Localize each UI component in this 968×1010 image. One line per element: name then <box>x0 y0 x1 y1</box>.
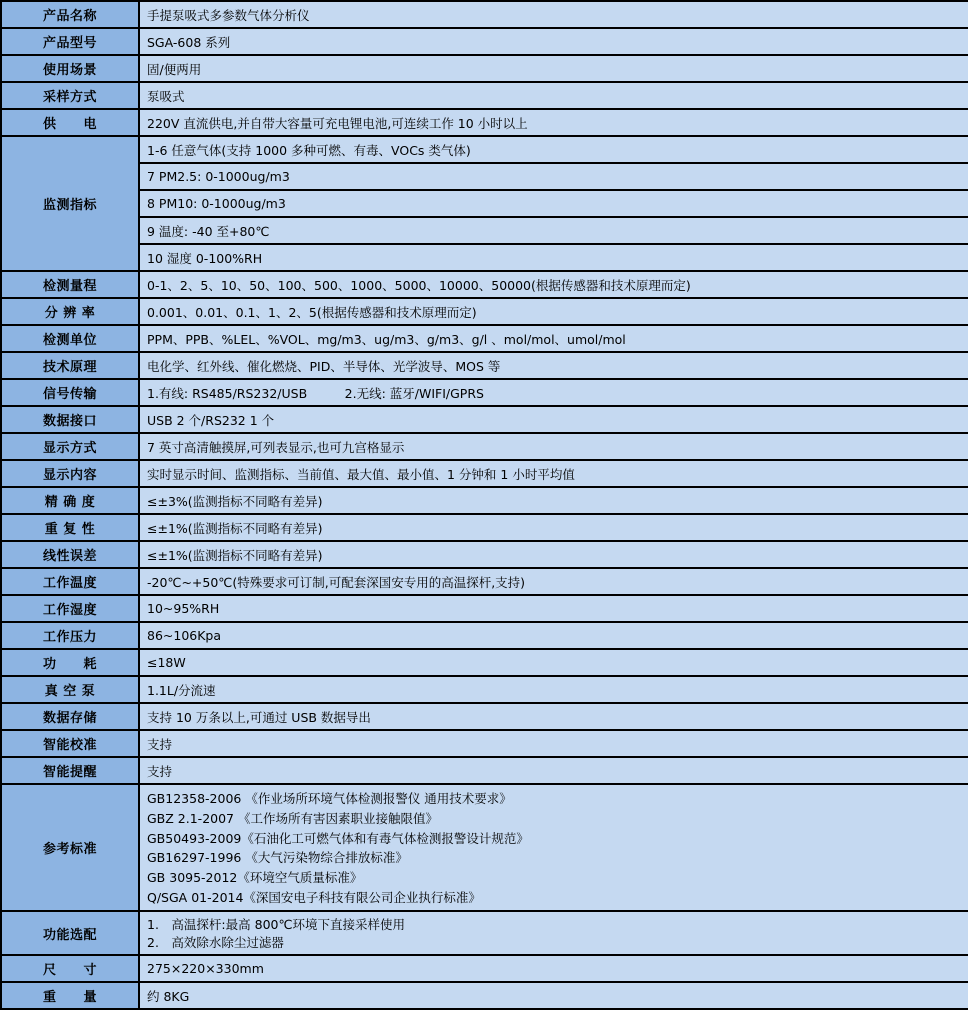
row-vacuum-pump <box>2 677 968 704</box>
reference-standard-item: GB16297-1996 《大气污染物综合排放标准》 <box>147 850 408 866</box>
row-power-consumption <box>2 650 968 677</box>
monitoring-indicator-item: 10 湿度 0-100%RH <box>140 245 968 270</box>
spec-label: 使用场景 <box>2 56 140 81</box>
spec-label: 供 电 <box>2 110 140 135</box>
spec-value: 固/便两用 <box>140 56 968 81</box>
spec-value: 275×220×330mm <box>140 956 968 981</box>
spec-value: ≤±1%(监测指标不同略有差异) <box>140 542 968 567</box>
row-smart-reminder <box>2 758 968 785</box>
spec-value: PPM、PPB、%LEL、%VOL、mg/m3、ug/m3、g/m3、g/l 、mol/mol、umol/mol <box>140 326 968 351</box>
row-working-pressure <box>2 623 968 650</box>
spec-label: 工作压力 <box>2 623 140 648</box>
spec-label: 采样方式 <box>2 83 140 108</box>
row-detection-unit <box>2 326 968 353</box>
spec-value: 支持 <box>140 758 968 783</box>
row-usage-scene <box>2 56 968 83</box>
optional-feature-item: 1. 高温探杆:最高 800℃环境下直接采样使用 <box>147 916 406 932</box>
spec-value: 10~95%RH <box>140 596 968 621</box>
spec-label: 分 辨 率 <box>2 299 140 324</box>
row-dimensions <box>2 956 968 983</box>
row-accuracy <box>2 488 968 515</box>
row-data-storage <box>2 704 968 731</box>
monitoring-indicator-list <box>140 137 968 270</box>
spec-label: 功 耗 <box>2 650 140 675</box>
spec-value: 实时显示时间、监测指标、当前值、最大值、最小值、1 分钟和 1 小时平均值 <box>140 461 968 486</box>
row-resolution <box>2 299 968 326</box>
spec-value: 220V 直流供电,并自带大容量可充电锂电池,可连续工作 10 小时以上 <box>140 110 968 135</box>
optional-features-list <box>140 912 968 954</box>
spec-value: 86~106Kpa <box>140 623 968 648</box>
monitoring-indicator-item: 8 PM10: 0-1000ug/m3 <box>140 191 968 218</box>
spec-label: 数据接口 <box>2 407 140 432</box>
row-weight <box>2 983 968 1010</box>
reference-standard-item: GB50493-2009《石油化工可燃气体和有毒气体检测报警设计规范》 <box>147 830 529 846</box>
row-reference-standards <box>2 785 968 912</box>
row-technical-principle <box>2 353 968 380</box>
spec-value: ≤18W <box>140 650 968 675</box>
monitoring-indicator-item: 9 温度: -40 至+80℃ <box>140 218 968 245</box>
row-repeatability <box>2 515 968 542</box>
row-optional-features <box>2 912 968 956</box>
row-working-temperature <box>2 569 968 596</box>
optional-feature-item: 2. 高效除水除尘过滤器 <box>147 935 284 951</box>
row-data-interface <box>2 407 968 434</box>
spec-value: ≤±1%(监测指标不同略有差异) <box>140 515 968 540</box>
spec-label: 工作温度 <box>2 569 140 594</box>
spec-value: 0-1、2、5、10、50、100、500、1000、5000、10000、50000(根据传感器和技术原理而定) <box>140 272 968 297</box>
spec-label: 数据存储 <box>2 704 140 729</box>
spec-label: 产品名称 <box>2 2 140 27</box>
spec-label: 尺 寸 <box>2 956 140 981</box>
reference-standard-item: GB 3095-2012《环境空气质量标准》 <box>147 870 363 886</box>
row-linearity-error <box>2 542 968 569</box>
row-sampling-method <box>2 83 968 110</box>
row-display-content <box>2 461 968 488</box>
spec-label: 技术原理 <box>2 353 140 378</box>
monitoring-indicator-item: 7 PM2.5: 0-1000ug/m3 <box>140 164 968 191</box>
spec-value: 0.001、0.01、0.1、1、2、5(根据传感器和技术原理而定) <box>140 299 968 324</box>
spec-label: 重 量 <box>2 983 140 1008</box>
spec-label: 监测指标 <box>2 137 140 270</box>
monitoring-indicator-item: 1-6 任意气体(支持 1000 多种可燃、有毒、VOCs 类气体) <box>140 137 968 164</box>
spec-value: 1.1L/分流速 <box>140 677 968 702</box>
spec-value: 约 8KG <box>140 983 968 1008</box>
row-signal-transmission <box>2 380 968 407</box>
spec-label: 检测单位 <box>2 326 140 351</box>
spec-value: USB 2 个/RS232 1 个 <box>140 407 968 432</box>
row-display-mode <box>2 434 968 461</box>
row-detection-range <box>2 272 968 299</box>
spec-value: 支持 <box>140 731 968 756</box>
spec-value: -20℃~+50℃(特殊要求可订制,可配套深国安专用的高温探杆,支持) <box>140 569 968 594</box>
spec-label: 信号传输 <box>2 380 140 405</box>
spec-label: 精 确 度 <box>2 488 140 513</box>
row-product-name <box>2 2 968 29</box>
spec-value: 7 英寸高清触摸屏,可列表显示,也可九宫格显示 <box>140 434 968 459</box>
spec-value: 1.有线: RS485/RS232/USB 2.无线: 蓝牙/WIFI/GPRS <box>140 380 968 405</box>
spec-value: SGA-608 系列 <box>140 29 968 54</box>
row-working-humidity <box>2 596 968 623</box>
spec-label: 显示内容 <box>2 461 140 486</box>
spec-value: 电化学、红外线、催化燃烧、PID、半导体、光学波导、MOS 等 <box>140 353 968 378</box>
spec-label: 显示方式 <box>2 434 140 459</box>
reference-standard-item: GBZ 2.1-2007 《工作场所有害因素职业接触限值》 <box>147 810 438 826</box>
spec-label: 线性误差 <box>2 542 140 567</box>
spec-value: ≤±3%(监测指标不同略有差异) <box>140 488 968 513</box>
spec-label: 智能提醒 <box>2 758 140 783</box>
spec-label: 真 空 泵 <box>2 677 140 702</box>
row-monitoring-indicators <box>2 137 968 272</box>
row-model <box>2 29 968 56</box>
spec-label: 功能选配 <box>2 912 140 954</box>
spec-label: 产品型号 <box>2 29 140 54</box>
spec-label: 工作湿度 <box>2 596 140 621</box>
spec-label: 智能校准 <box>2 731 140 756</box>
row-power-supply <box>2 110 968 137</box>
spec-value: 泵吸式 <box>140 83 968 108</box>
spec-label: 重 复 性 <box>2 515 140 540</box>
spec-label: 检测量程 <box>2 272 140 297</box>
spec-label: 参考标准 <box>2 785 140 910</box>
spec-value: 手提泵吸式多参数气体分析仪 <box>140 2 968 27</box>
reference-standards-list <box>140 785 968 910</box>
spec-value: 支持 10 万条以上,可通过 USB 数据导出 <box>140 704 968 729</box>
reference-standard-item: Q/SGA 01-2014《深国安电子科技有限公司企业执行标准》 <box>147 890 481 906</box>
row-smart-calibration <box>2 731 968 758</box>
reference-standard-item: GB12358-2006 《作业场所环境气体检测报警仪 通用技术要求》 <box>147 790 512 806</box>
